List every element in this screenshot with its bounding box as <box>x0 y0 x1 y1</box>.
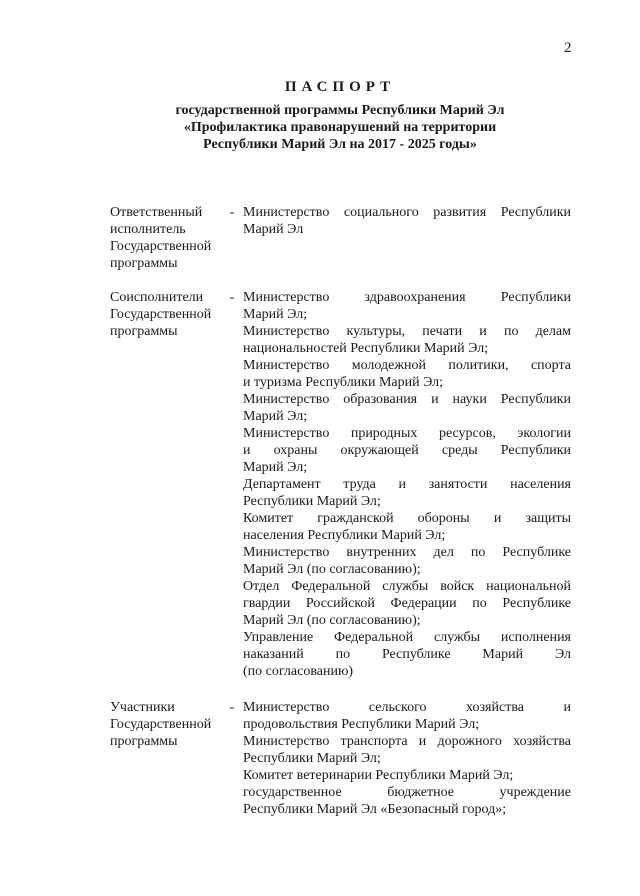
page-number: 2 <box>564 40 572 56</box>
label-line: Государственной <box>110 239 212 254</box>
page-title: ПАСПОРТ <box>284 79 396 95</box>
row-value <box>243 699 571 818</box>
value-line: национальностей Республики Марий Эл; <box>243 341 489 356</box>
row-dash: - <box>229 700 235 715</box>
value-line: продовольствия Республики Марий Эл; <box>243 717 480 732</box>
row-value <box>243 289 571 680</box>
value-line: Марий Эл <box>243 222 304 237</box>
label-line: Государственной <box>110 307 212 322</box>
label-line: программы <box>110 734 178 749</box>
value-line: гвардии Российской Федерации по Республике <box>243 596 571 611</box>
label-line: Ответственный <box>110 205 203 220</box>
subtitle-line: «Профилактика правонарушений на территории <box>183 120 497 135</box>
value-line: Отдел Федеральной службы войск национальной <box>243 579 571 594</box>
value-line: Министерство природных ресурсов, экологии <box>243 426 571 441</box>
value-line: Министерство образования и науки Республики <box>243 392 571 407</box>
value-line: Республики Марий Эл; <box>243 494 381 509</box>
value-line: Марий Эл; <box>243 409 308 424</box>
value-line: населения Республики Марий Эл; <box>243 528 446 543</box>
row-label <box>110 289 220 340</box>
value-line: Министерство культуры, печати и по делам <box>243 324 571 339</box>
value-line: Марий Эл (по согласованию); <box>243 613 421 628</box>
row-dash: - <box>229 290 235 305</box>
subtitle-line: Республики Марий Эл на 2017 - 2025 годы» <box>203 137 477 152</box>
value-line: Управление Федеральной службы исполнения <box>243 630 571 645</box>
value-line: Министерство внутренних дел по Республике <box>243 545 571 560</box>
value-line: государственное бюджетное учреждение <box>243 785 571 800</box>
value-line: Министерство молодежной политики, спорта <box>243 358 571 373</box>
value-line: Марий Эл (по согласованию); <box>243 562 421 577</box>
value-line: Министерство социального развития Республики <box>243 205 571 220</box>
row-value <box>243 204 571 238</box>
value-line: Комитет гражданской обороны и защиты <box>243 511 571 526</box>
value-line: и туризма Республики Марий Эл; <box>243 375 444 390</box>
value-line: (по согласованию) <box>243 664 354 679</box>
value-line: Министерство транспорта и дорожного хозяйства <box>243 734 571 749</box>
value-line: и охраны окружающей среды Республики <box>243 443 571 458</box>
label-line: Участники <box>110 700 175 715</box>
value-line: Марий Эл; <box>243 307 308 322</box>
value-line: наказаний по Республике Марий Эл <box>243 647 571 662</box>
value-line: Комитет ветеринарии Республики Марий Эл; <box>243 768 514 783</box>
label-line: исполнитель <box>110 222 186 237</box>
value-line: Республики Марий Эл «Безопасный город»; <box>243 802 507 817</box>
value-line: Республики Марий Эл; <box>243 751 381 766</box>
row-label <box>110 699 220 750</box>
value-line: Департамент труда и занятости населения <box>243 477 571 492</box>
value-line: Министерство сельского хозяйства и <box>243 700 571 715</box>
label-line: Государственной <box>110 717 212 732</box>
label-line: программы <box>110 324 178 339</box>
row-label <box>110 204 220 272</box>
label-line: Соисполнители <box>110 290 204 305</box>
page-subtitle <box>0 102 640 153</box>
subtitle-line: государственной программы Республики Марий Эл <box>175 103 505 118</box>
row-dash: - <box>229 205 235 220</box>
value-line: Министерство здравоохранения Республики <box>243 290 571 305</box>
label-line: программы <box>110 256 178 271</box>
value-line: Марий Эл; <box>243 460 308 475</box>
